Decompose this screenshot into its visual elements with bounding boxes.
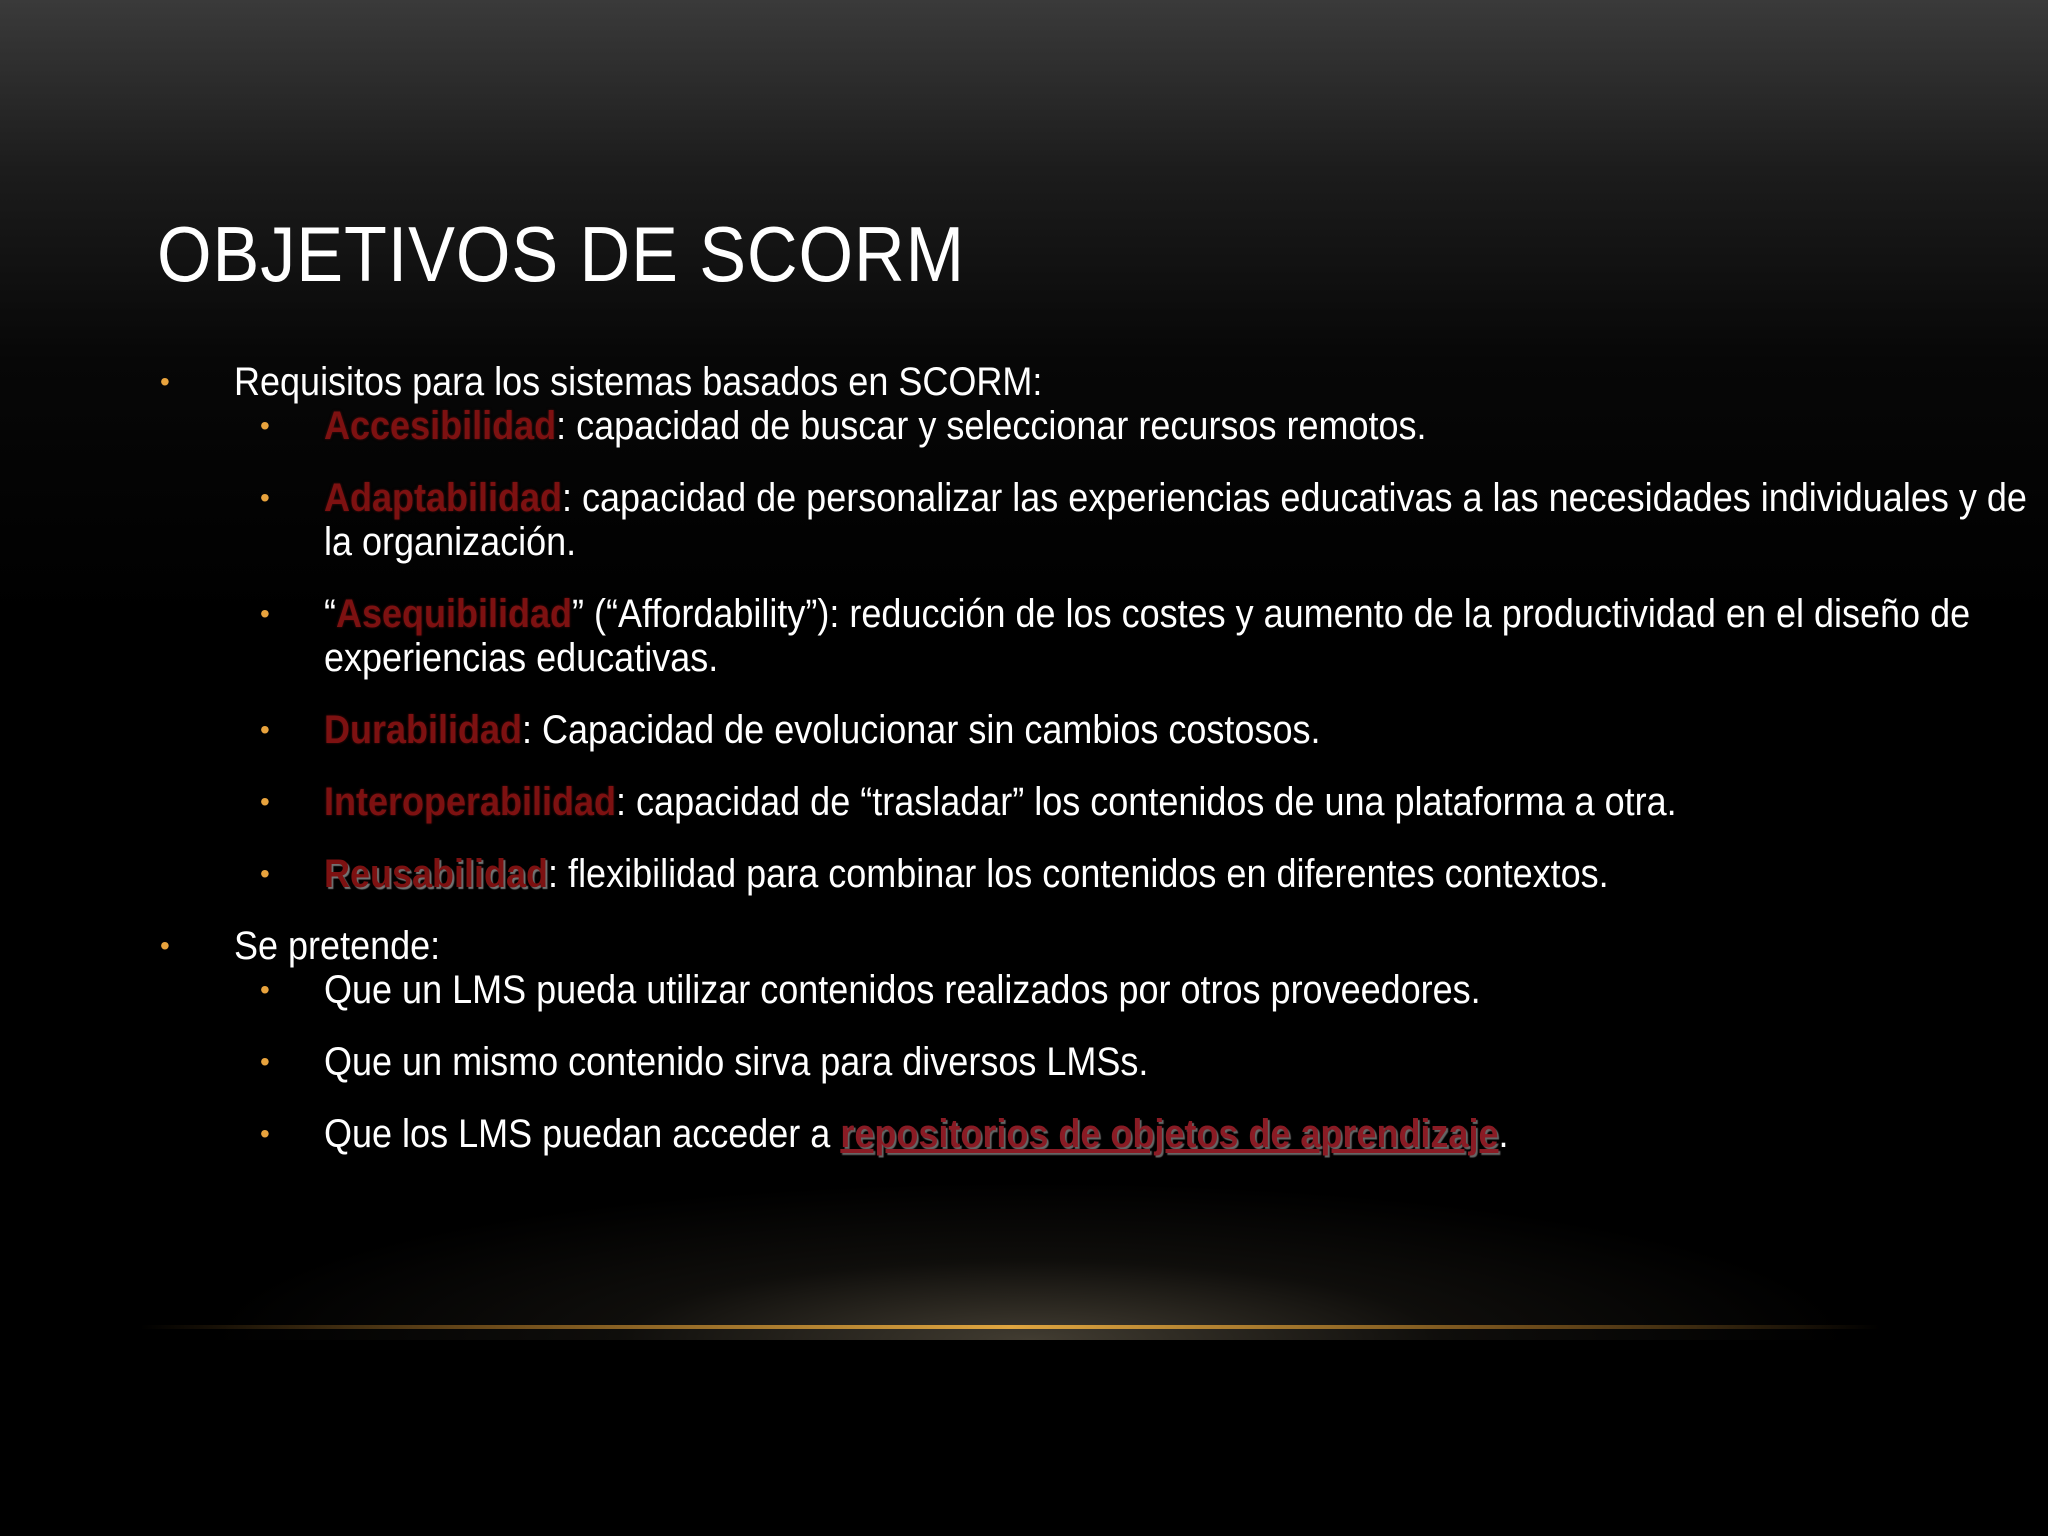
bullet-dot-icon: • [260, 410, 270, 441]
sub-bullet-text: : capacidad de buscar y seleccionar recursos remotos. [556, 404, 1427, 448]
sub-bullet-mismo-contenido [160, 1040, 1960, 1084]
sub-bullet-interoperabilidad [160, 780, 1960, 824]
sub-bullet-asequibilidad [160, 592, 1971, 680]
slide-content [160, 360, 2027, 1184]
sub-bullet-repositorios [160, 1112, 1960, 1156]
bullet-list [160, 360, 2027, 1156]
sub-bullet-text: : flexibilidad para combinar los contenidos en diferentes contextos. [548, 852, 1609, 896]
bullet-dot-icon: • [260, 1046, 270, 1077]
sub-bullet-list [234, 968, 1960, 1156]
term-durabilidad: Durabilidad [324, 708, 523, 752]
bullet-dot-icon: • [260, 1118, 270, 1149]
sub-bullet-text: : capacidad de personalizar las experiencias educativas a las necesidades individuales y de la organización. [324, 476, 2027, 564]
sub-bullet-durabilidad [160, 708, 1960, 752]
sub-bullet-reusabilidad [160, 852, 1960, 896]
bullet-dot-icon: • [260, 974, 270, 1005]
sub-bullet-adaptabilidad [160, 476, 2027, 564]
footer-gold-rule [140, 1325, 1880, 1329]
sub-bullet-text: : Capacidad de evolucionar sin cambios costosos. [522, 708, 1321, 752]
bullet-dot-icon: • [260, 598, 270, 629]
bullet-se-pretende [160, 924, 1960, 1156]
sub-bullet-text: Que un LMS pueda utilizar contenidos realizados por otros proveedores. [324, 968, 1481, 1012]
bullet-dot-icon: • [260, 714, 270, 745]
repositorios-link[interactable]: repositorios de objetos de aprendizaje [840, 1112, 1499, 1156]
term-interoperabilidad: Interoperabilidad [324, 780, 617, 824]
sub-bullet-lms-proveedores [160, 968, 1960, 1012]
bullet-requisitos [160, 360, 2027, 896]
sub-bullet-text: : capacidad de “trasladar” los contenidos de una plataforma a otra. [616, 780, 1677, 824]
sub-bullet-text: Que un mismo contenido sirva para diversos LMSs. [324, 1040, 1149, 1084]
sub-bullet-trailing-text: . [1498, 1112, 1509, 1156]
footer-glow [200, 1180, 1860, 1340]
bullet-dot-icon: • [160, 930, 170, 961]
sub-bullet-text: (“Affordability”): reducción de los costes y aumento de la productividad en el diseño de experiencias educativas. [324, 592, 1971, 680]
term-prefix: “ [324, 592, 336, 636]
bullet-text: Requisitos para los sistemas basados en SCORM: [234, 360, 1043, 404]
bullet-dot-icon: • [260, 786, 270, 817]
slide-title: OBJETIVOS DE SCORM [157, 210, 966, 298]
bullet-dot-icon: • [260, 858, 270, 889]
term-adaptabilidad: Adaptabilidad [324, 476, 563, 520]
term-reusabilidad: Reusabilidad [324, 852, 549, 896]
term-suffix: ” [572, 592, 585, 636]
term-asequibilidad: Asequibilidad [335, 592, 573, 636]
sub-bullet-list [234, 404, 2027, 896]
bullet-text: Se pretende: [234, 924, 441, 968]
term-accesibilidad: Accesibilidad [324, 404, 557, 448]
bullet-dot-icon: • [260, 482, 270, 513]
sub-bullet-text: Que los LMS puedan acceder a [324, 1112, 841, 1156]
bullet-dot-icon: • [160, 366, 170, 397]
sub-bullet-accesibilidad [160, 404, 1960, 448]
